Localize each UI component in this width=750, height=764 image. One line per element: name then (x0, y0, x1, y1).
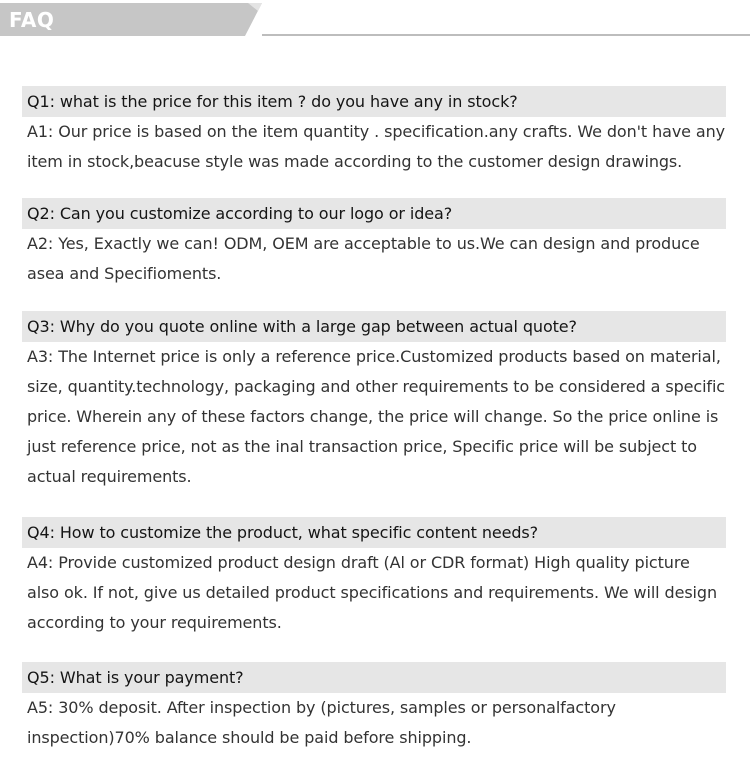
faq-item-2 (22, 198, 726, 289)
question-3: Q3: Why do you quote online with a large gap between actual quote? (22, 311, 726, 342)
header-divider (262, 34, 750, 36)
question-2: Q2: Can you customize according to our logo or idea? (22, 198, 726, 229)
faq-item-5 (22, 662, 726, 753)
answer-1: A1: Our price is based on the item quantity . specification.any crafts. We don't have any item in stock,beacuse style was made according to the customer design drawings. (27, 122, 726, 171)
faq-title: FAQ (9, 8, 55, 32)
answer-4: A4: Provide customized product design draft (Al or CDR format) High quality picture also ok. If not, give us detailed product specifications and requirements. We will design according to your requirements. (27, 553, 717, 632)
question-4: Q4: How to customize the product, what specific content needs? (22, 517, 726, 548)
answer-3: A3: The Internet price is only a reference price.Customized products based on material, size, quantity.technology, packaging and other requirements to be considered a specific price. Wherein any of these factors change, the price will change. So the price online is just reference price, not as the inal transaction price, Specific price will be subject to actual requirements. (27, 347, 725, 486)
faq-item-4 (22, 517, 726, 638)
faq-item-1 (22, 86, 726, 177)
answer-5: A5: 30% deposit. After inspection by (pictures, samples or personalfactory inspection)70% balance should be paid before shipping. (27, 698, 616, 747)
question-1: Q1: what is the price for this item ? do you have any in stock? (22, 86, 726, 117)
faq-item-3 (22, 311, 726, 492)
question-5: Q5: What is your payment? (22, 662, 726, 693)
faq-header (0, 0, 750, 40)
answer-2: A2: Yes, Exactly we can! ODM, OEM are acceptable to us.We can design and produce asea and Specifioments. (27, 234, 700, 283)
